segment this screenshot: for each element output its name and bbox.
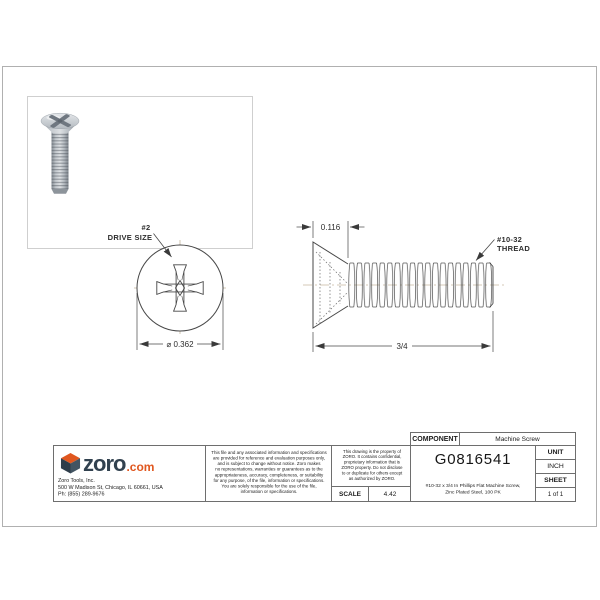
- disclaimer-line: are provided for reference and evaluation purposes only,: [212, 455, 325, 461]
- component-label-cell: COMPONENT: [410, 432, 460, 446]
- thread-band: [348, 262, 493, 308]
- title-block: [53, 432, 576, 502]
- property-line: This drawing is the property of: [342, 449, 401, 454]
- disclaimer-cell: [205, 445, 332, 502]
- thread-label-line2: THREAD: [497, 244, 531, 253]
- company-address: [58, 477, 172, 498]
- disclaimer-line: and is subject to change without notice. Zoro makes: [216, 461, 321, 467]
- thread-leader: [476, 240, 495, 261]
- disclaimer-line: information or specifications.: [240, 489, 297, 495]
- property-line: ZORO property. Do not disclose: [340, 465, 403, 471]
- company-street: 500 W Madison St, Chicago, IL 60661, USA: [58, 483, 163, 490]
- disclaimer-line: for any purpose, of the file, information or specifications.: [212, 478, 325, 484]
- head-height-dim-text: 0.116: [320, 223, 341, 232]
- scale-label-cell: SCALE: [331, 486, 369, 502]
- property-line: as authorized by ZORO.: [348, 476, 395, 481]
- unit-label-cell: UNIT: [535, 445, 576, 460]
- product-photo-screw: [41, 110, 79, 194]
- front-view: [134, 234, 226, 351]
- property-line: to or duplicate for others except: [341, 470, 402, 476]
- zoro-cube-icon: [60, 452, 81, 474]
- part-description-line1: #10-32 x 3/4 In Phillips Flat Machine Screw,: [425, 482, 521, 489]
- part-number-cell: [410, 445, 536, 502]
- property-line: ZORO. It contains confidential,: [342, 454, 401, 460]
- hidden-recess-lines: [316, 252, 347, 324]
- part-description-line2: Zinc Plated Steel, 100 PK: [445, 489, 501, 495]
- head-outline-circle: [137, 245, 223, 331]
- disclaimer-line: You are solely responsible for the use of the file,: [220, 483, 317, 489]
- part-description: [418, 482, 528, 495]
- company-name: Zoro Tools, Inc.: [58, 477, 95, 483]
- part-number: G0816541: [434, 451, 512, 468]
- property-notice-text: [336, 449, 406, 481]
- drive-size-label-line1: #2: [141, 223, 151, 232]
- scale-value-cell: 4.42: [368, 486, 412, 502]
- property-notice-cell: [331, 445, 412, 487]
- side-view: [297, 221, 506, 352]
- drive-size-label-line2: DRIVE SIZE: [107, 233, 153, 242]
- sheet-label-cell: SHEET: [535, 473, 576, 488]
- sheet-value-cell: 1 of 1: [535, 487, 576, 502]
- disclaimer-text: [207, 450, 330, 495]
- zoro-logo: [60, 452, 154, 474]
- disclaimer-line: This file and any associated information and specifications: [210, 450, 327, 456]
- disclaimer-line: no representations, warranties or guarantees as to the: [214, 466, 323, 472]
- property-line: proprietary information that is: [343, 459, 400, 465]
- logo-address-cell: [53, 445, 206, 502]
- company-phone: Ph: (855) 289-9676: [58, 490, 105, 497]
- unit-value-cell: INCH: [535, 459, 576, 474]
- logo-tld-text: .com: [126, 460, 155, 474]
- disclaimer-line: appropriateness, accuracy, completeness, or suitability: [214, 472, 323, 478]
- thread-label-line1: #10-32: [497, 235, 523, 244]
- length-dim-text: 3/4: [396, 342, 408, 351]
- logo-brand-text: zoro: [83, 451, 126, 476]
- diameter-dim-text: ⌀ 0.362: [166, 340, 194, 349]
- component-value-cell: Machine Screw: [459, 432, 576, 446]
